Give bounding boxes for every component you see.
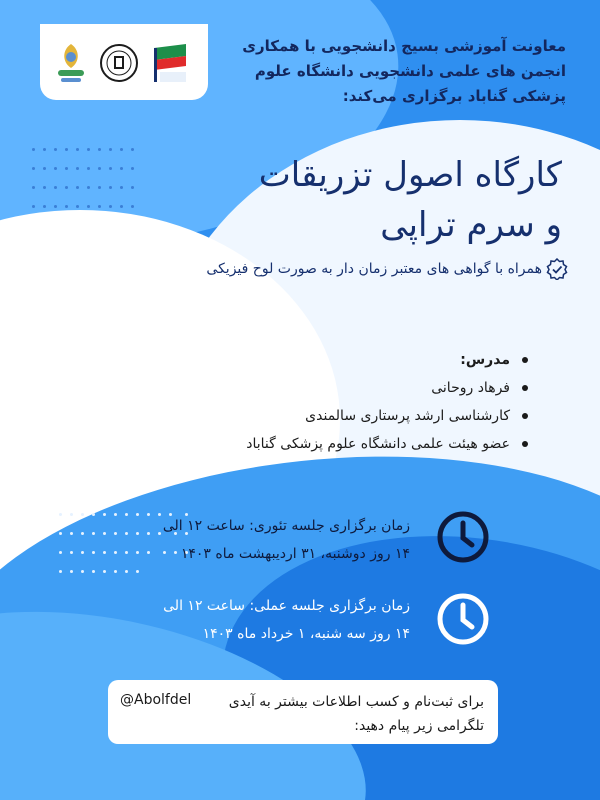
registration-line: تلگرامی زیر پیام دهید: xyxy=(354,718,484,734)
registration-line: برای ثبت‌نام و کسب اطلاعات بیشتر به آیدی xyxy=(228,694,484,710)
university-seal-icon xyxy=(98,40,140,86)
instructor-list xyxy=(50,346,530,458)
theory-session xyxy=(30,512,410,568)
telegram-id[interactable]: @Abolfdel xyxy=(120,692,192,708)
intro-line: معاونت آموزشی بسیج دانشجویی با همکاری xyxy=(242,37,566,55)
practical-session xyxy=(30,592,410,648)
session-line: ۱۴ روز دوشنبه، ۳۱ اردیبهشت ماه ۱۴۰۳ xyxy=(180,546,410,562)
registration-box xyxy=(108,680,498,744)
organizer-intro xyxy=(186,34,566,109)
certificate-text: همراه با گواهی های معتبر زمان دار به صورت لوح فیزیکی xyxy=(206,261,542,277)
workshop-title xyxy=(102,150,562,250)
title-line: کارگاه اصول تزریقات xyxy=(258,155,562,195)
instructor-degree: کارشناسی ارشد پرستاری سالمندی xyxy=(50,402,530,430)
intro-line: پزشکی گناباد برگزاری می‌کند: xyxy=(342,87,566,105)
student-association-logo-icon xyxy=(50,40,92,86)
clock-icon xyxy=(434,508,492,566)
session-line: زمان برگزاری جلسه عملی: ساعت ۱۲ الی xyxy=(163,598,410,614)
session-line: زمان برگزاری جلسه تئوری: ساعت ۱۲ الی xyxy=(162,518,410,534)
verified-badge-icon xyxy=(546,258,568,280)
logo-card xyxy=(40,24,208,100)
title-line: و سرم تراپی xyxy=(380,205,562,245)
certificate-note xyxy=(28,258,568,280)
instructor-heading: مدرس: xyxy=(50,346,530,374)
intro-line: انجمن های علمی دانشجویی دانشگاه علوم xyxy=(254,62,566,80)
clock-icon xyxy=(434,590,492,648)
instructor-position: عضو هیئت علمی دانشگاه علوم پزشکی گناباد xyxy=(50,430,530,458)
session-line: ۱۴ روز سه شنبه، ۱ خرداد ماه ۱۴۰۳ xyxy=(202,626,410,642)
instructor-name: فرهاد روحانی xyxy=(50,374,530,402)
